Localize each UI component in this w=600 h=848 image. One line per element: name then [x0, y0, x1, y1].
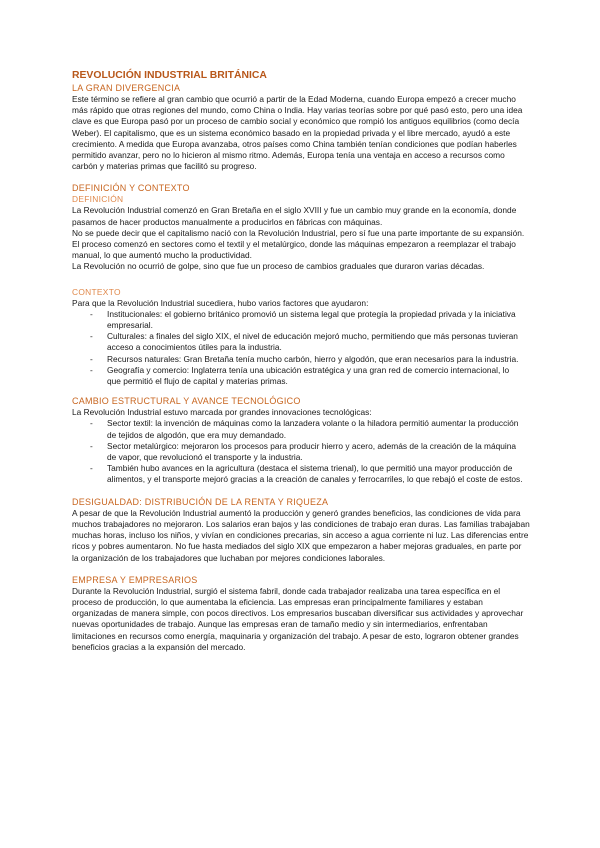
- list-item: - Sector metalúrgico: mejoraron los procesos para producir hierro y acero, además de la creación de la máquina de vapor, que revolucionó el transporte y la industria.: [72, 441, 530, 463]
- section-desigualdad: [72, 496, 530, 564]
- section-heading-empresa: EMPRESA Y EMPRESARIOS: [72, 574, 198, 585]
- document-title: REVOLUCIÓN INDUSTRIAL BRITÁNICA: [72, 70, 267, 81]
- list-item: - Sector textil: la invención de máquinas como la lanzadera volante o la hiladora permitió aumentar la producción de tejidos de algodón, que era muy demandado.: [72, 418, 530, 440]
- paragraph-definicion-2: No se puede decir que el capitalismo nació con la Revolución Industrial, pero sí fue una parte importante de su expansión.: [72, 227, 525, 238]
- paragraph-desigualdad: A pesar de que la Revolución Industrial aumentó la producción y generó grandes beneficios, las condiciones de vida para muchos trabajadores no mejoraron. Los salarios eran bajos y las condiciones de trabajo eran duras. Las familias trabajaban muchas horas, incluso los niños, y vivían en condiciones precarias, sin acceso a agua corriente ni luz. Las diferencias entre ricos y pobres aumentaron. No fue hasta mediados del siglo XIX que empezaron a haber mejoras graduales, en parte por la organización de los trabajadores que luchaban por mejores condiciones laborales.: [72, 507, 530, 563]
- section-heading-cambio-estructural: CAMBIO ESTRUCTURAL Y AVANCE TECNOLÓGICO: [72, 396, 301, 407]
- section-definicion-contexto: [72, 182, 530, 387]
- list-item: - Geografía y comercio: Inglaterra tenía una ubicación estratégica y una gran red de comercio internacional, lo que permitió el flujo de capital y materias primas.: [72, 365, 530, 387]
- list-item: - Recursos naturales: Gran Bretaña tenía mucho carbón, hierro y algodón, que eran necesarios para la industria.: [72, 354, 530, 365]
- list-item: - Culturales: a finales del siglo XIX, el nivel de educación mejoró mucho, permitiendo que más personas tuvieran acceso a conocimientos útiles para la industria.: [72, 331, 530, 353]
- section-gran-divergencia: [72, 82, 530, 172]
- paragraph-definicion-3: El proceso comenzó en sectores como el textil y el metalúrgico, donde las máquinas empezaron a reemplazar el trabajo manual, lo que aumentó mucho la productividad.: [72, 239, 516, 261]
- section-heading-definicion-contexto: DEFINICIÓN Y CONTEXTO: [72, 183, 190, 194]
- subheading-contexto: CONTEXTO: [72, 286, 121, 297]
- list-innovaciones: [72, 418, 530, 485]
- paragraph-contexto-intro: Para que la Revolución Industrial sucediera, hubo varios factores que ayudaron:: [72, 297, 369, 308]
- paragraph-definicion-4: La Revolución no ocurrió de golpe, sino que fue un proceso de cambios graduales que duraron varias décadas.: [72, 261, 485, 272]
- section-heading-gran-divergencia: LA GRAN DIVERGENCIA: [72, 83, 181, 93]
- section-heading-desigualdad: DESIGUALDAD: DISTRIBUCIÓN DE LA RENTA Y RIQUEZA: [72, 496, 329, 507]
- section-empresa: [72, 574, 530, 653]
- list-contexto-factors: [72, 309, 530, 387]
- paragraph-gran-divergencia: Este término se refiere al gran cambio que ocurrió a partir de la Edad Moderna, cuando Europa empezó a crecer mucho más rápido que otras regiones del mundo, como China o India. Hay varias teorías sobre por qué pasó esto, pero una idea clave es que Europa pasó por un proceso de cambio social y económico que rompió los antiguos equilibrios (como decía Weber). El capitalismo, que es un sistema económico basado en la propiedad privada y el libre mercado, ayudó a este crecimiento. A medida que Europa avanzaba, otros países como China también tenían condiciones que podían haberles permitido avanzar, pero no lo hicieron al mismo ritmo. Además, Europa tenía una ventaja en acceso a recursos como carbón y materias primas que facilitó su progreso.: [72, 94, 523, 172]
- section-cambio-estructural: [72, 395, 530, 485]
- paragraph-cambio-intro: La Revolución Industrial estuvo marcada por grandes innovaciones tecnológicas:: [72, 407, 372, 418]
- list-item: - Institucionales: el gobierno británico promovió un sistema legal que protegía la propiedad privada y la iniciativa empresarial.: [72, 309, 530, 331]
- list-item: - También hubo avances en la agricultura (destaca el sistema trienal), lo que permitió una mayor producción de alimentos, y el transporte mejoró gracias a la creación de canales y ferrocarriles, lo que rebajó el coste de estos.: [72, 463, 530, 485]
- paragraph-empresa: Durante la Revolución Industrial, surgió el sistema fabril, donde cada trabajador realizaba una tarea específica en el proceso de producción, lo que aumentaba la eficiencia. Las empresas eran principalmente familiares y estaban organizadas de manera simple, con pocos directivos. Los empresarios buscaban diversificar sus actividades y aprovechar nuevas oportunidades de trabajo. Aunque las empresas eran de tamaño medio y sin intermediarios, enfrentaban limitaciones en recursos como energía, maquinaria y organización del trabajo. A pesar de esto, lograron obtener grandes beneficios gracias a la expansión del mercado.: [72, 585, 524, 652]
- paragraph-definicion-1: La Revolución Industrial comenzó en Gran Bretaña en el siglo XVIII y fue un cambio muy grande en la economía, donde pasamos de hacer productos manualmente a producirlos en fábricas con máquinas.: [72, 205, 517, 227]
- subheading-definicion: DEFINICIÓN: [72, 194, 124, 205]
